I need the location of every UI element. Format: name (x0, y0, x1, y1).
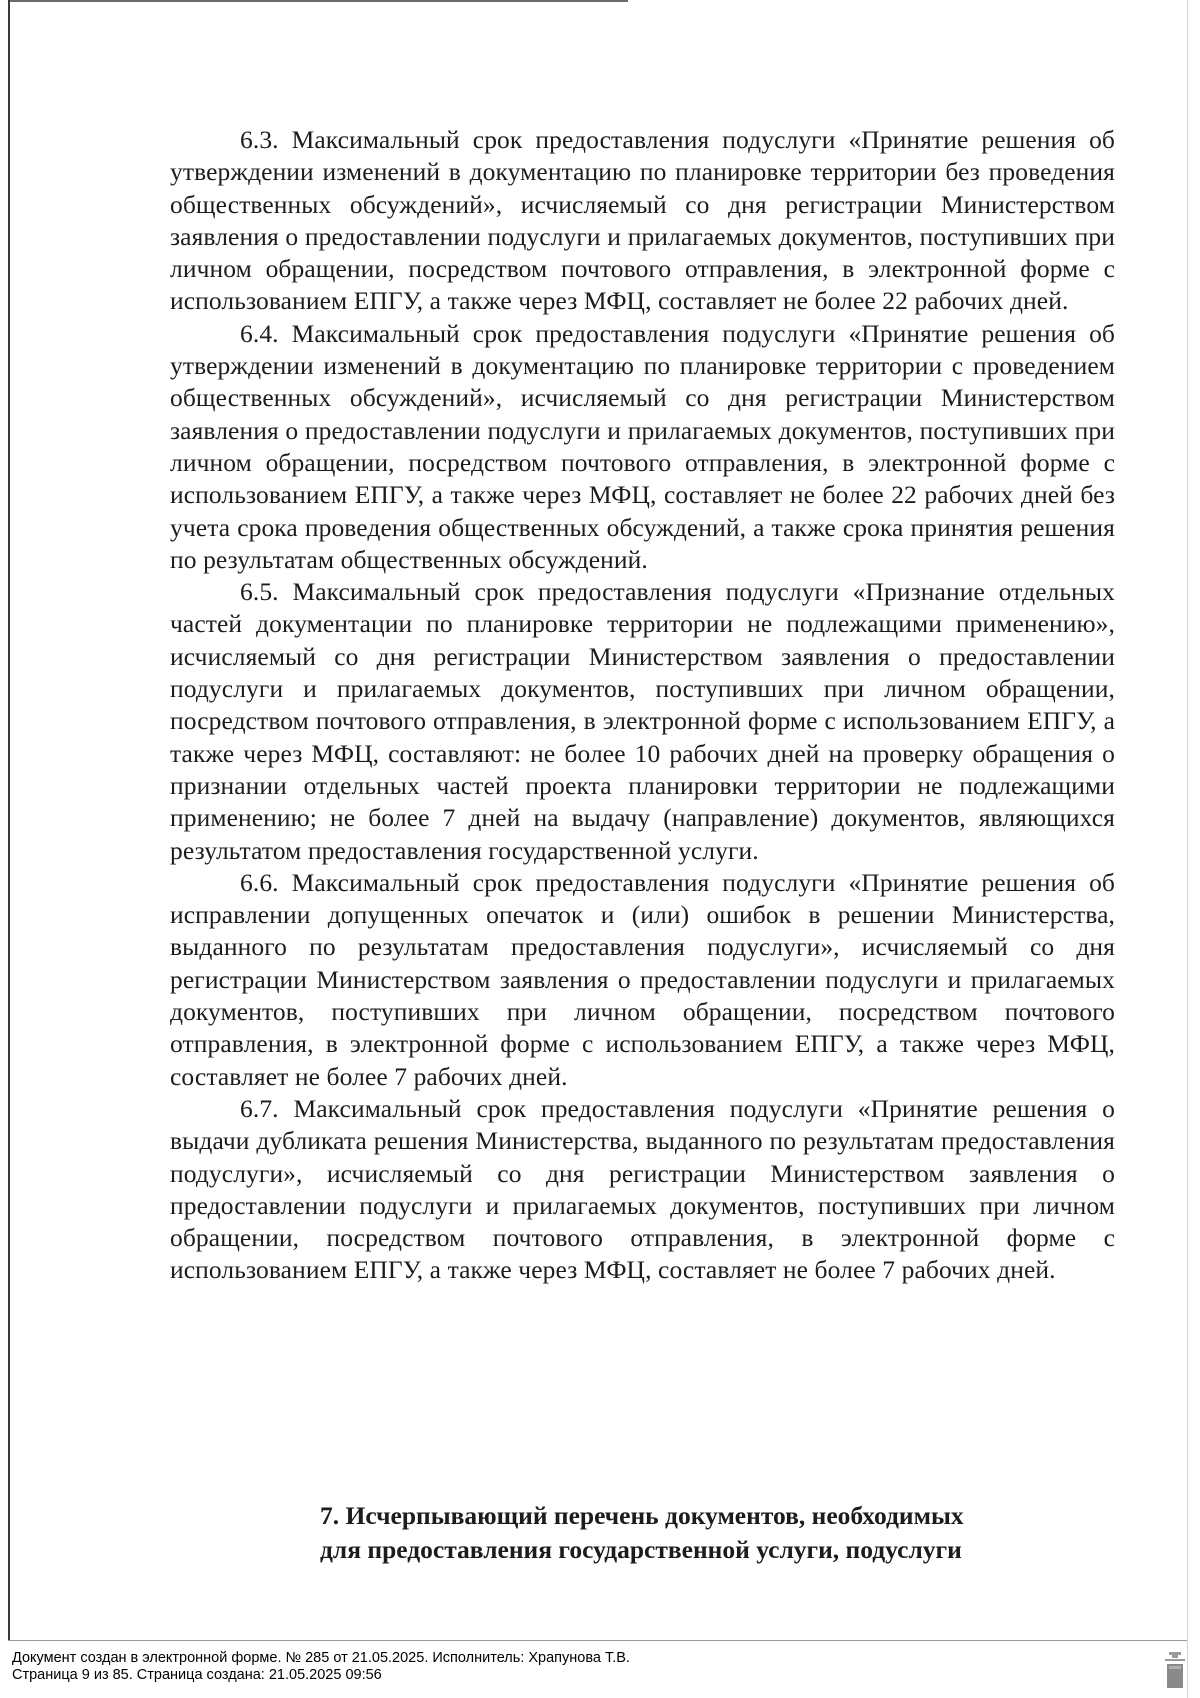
section-heading-line1: 7. Исчерпывающий перечень документов, необходимых (320, 1501, 964, 1530)
paragraph-6-5: 6.5. Максимальный срок предоставления подуслуги «Признание отдельных частей документации по планировке территории не подлежащими применению», исчисляемый со дня регистрации Министерством заявления о предоставлении подуслуги и прилагаемых документов, поступивших при личном обращении, посредством почтового отправления, в электронной форме с использованием ЕПГУ, а также через МФЦ, составляют: не более 10 рабочих дней на проверку обращения о признании отдельных частей проекта планировки территории не подлежащими применению; не более 7 дней на выдачу (направление) документов, являющихся результатом предоставления государственной услуги. (170, 577, 1115, 865)
paragraph-6-3: 6.3. Максимальный срок предоставления подуслуги «Принятие решения об утверждении изменений в документацию по планировке территории без проведения общественных обсуждений», исчисляемый со дня регистрации Министерством заявления о предоставлении подуслуги и прилагаемых документов, поступивших при личном обращении, посредством почтового отправления, в электронной форме с использованием ЕПГУ, а также через МФЦ, составляет не более 22 рабочих дней. (170, 125, 1115, 316)
paragraph-6-6: 6.6. Максимальный срок предоставления подуслуги «Принятие решения об исправлении допущенных опечаток и (или) ошибок в решении Министерства, выданного по результатам предоставления подуслуги», исчисляемый со дня регистрации Министерством заявления о предоставлении подуслуги и прилагаемых документов, поступивших при личном обращении, посредством почтового отправления, в электронной форме с использованием ЕПГУ, а также через МФЦ, составляет не более 7 рабочих дней. (170, 867, 1115, 1091)
document-footer (12, 1650, 630, 1684)
page-border-top (8, 0, 628, 2)
page-border-bottom (8, 1640, 1188, 1641)
document-stamp-icon (1163, 1650, 1187, 1690)
document-body (170, 124, 1115, 1287)
scan-edge (1187, 0, 1188, 1698)
page-border-left (8, 0, 10, 1640)
paragraph-6-7: 6.7. Максимальный срок предоставления подуслуги «Принятие решения о выдачи дубликата решения Министерства, выданного по результатам предоставления подуслуги», исчисляемый со дня регистрации Министерством заявления о предоставлении подуслуги и прилагаемых документов, поступивших при личном обращении, посредством почтового отправления, в электронной форме с использованием ЕПГУ, а также через МФЦ, составляет не более 7 рабочих дней. (170, 1093, 1115, 1285)
footer-page-info: Страница 9 из 85. Страница создана: 21.05.2025 09:56 (12, 1667, 382, 1683)
section-heading (320, 1499, 1060, 1567)
section-heading-line2: для предоставления государственной услуги, подуслуги (320, 1535, 962, 1564)
paragraph-6-4: 6.4. Максимальный срок предоставления подуслуги «Принятие решения об утверждении изменений в документацию по планировке территории с проведением общественных обсуждений», исчисляемый со дня регистрации Министерством заявления о предоставлении подуслуги и прилагаемых документов, поступивших при личном обращении, посредством почтового отправления, в электронной форме с использованием ЕПГУ, а также через МФЦ, составляет не более 22 рабочих дней без учета срока проведения общественных обсуждений, а также срока принятия решения по результатам общественных обсуждений. (170, 318, 1115, 574)
footer-creation-info: Документ создан в электронной форме. № 285 от 21.05.2025. Исполнитель: Храпунова Т.В. (12, 1650, 630, 1666)
